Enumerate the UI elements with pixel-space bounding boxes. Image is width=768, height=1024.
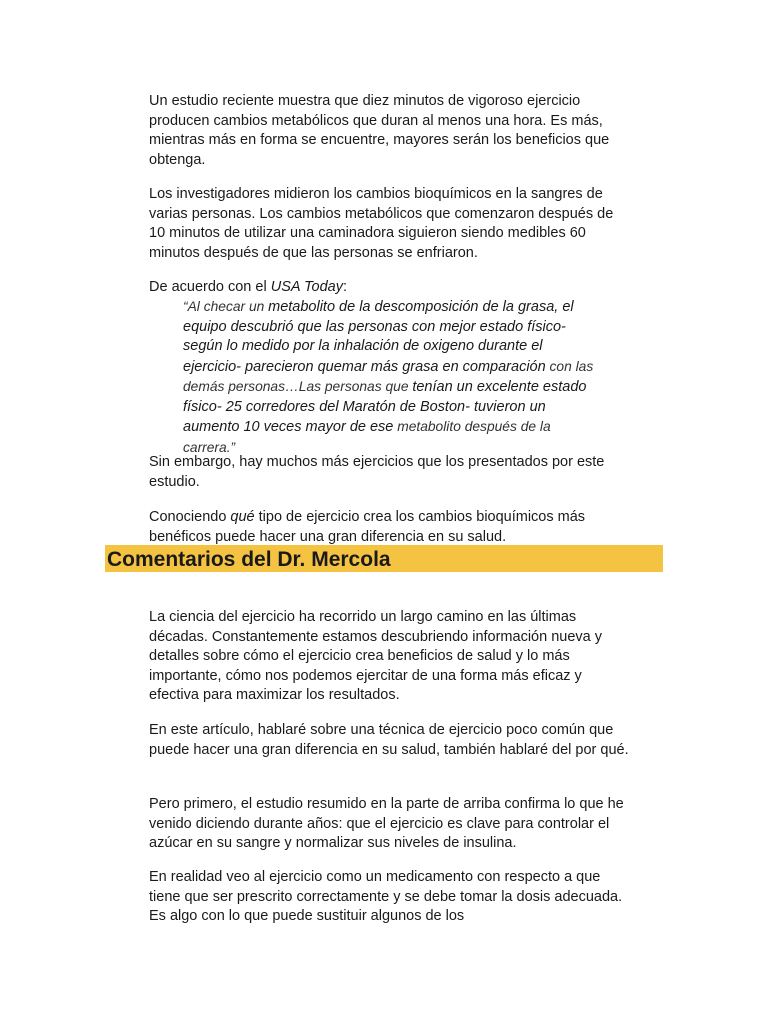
quote-part-5: metabolito después de la carrera.”: [183, 419, 551, 455]
paragraph-medicine: En realidad veo al ejercicio como un medicamento con respecto a que tiene que ser prescrito correctamente y se debe tomar la dosis adecuada. Es algo con lo que puede sustituir algunos de los: [149, 869, 623, 924]
block-quote: [183, 297, 603, 458]
section-heading: Comentarios del Dr. Mercola: [107, 548, 391, 571]
paragraph-article-topic: En este artículo, hablaré sobre una técnica de ejercicio poco común que puede hacer una gran diferencia en su salud, también hablaré del por qué.: [149, 722, 629, 758]
paragraph-study-confirms: Pero primero, el estudio resumido en la parte de arriba confirma lo que he venido diciendo durante años: que el ejercicio es clave para controlar el azúcar en su sangre y normalizar sus niveles de insulina.: [149, 796, 624, 851]
paragraph-intro: Un estudio reciente muestra que diez minutos de vigoroso ejercicio producen cambios metabólicos que duran al menos una hora. Es más, mientras más en forma se encuentre, mayores serán los beneficios que obtenga.: [149, 93, 610, 168]
quote-part-4: tenían un excelente estado físico- 25 corredores del Maratón de Boston- tuvieron un aumento 10 veces mayor de ese: [183, 379, 587, 435]
knowing-prefix: Conociendo: [149, 509, 231, 525]
paragraph-source-intro: [149, 278, 629, 298]
quote-part-1: “Al checar un: [183, 299, 269, 314]
paragraph-however: Sin embargo, hay muchos más ejercicios que los presentados por este estudio.: [149, 454, 605, 490]
quote-part-2: metabolito de la descomposición de la grasa, el equipo descubrió que las personas con mejor estado físico- según lo medido por la inhalación de oxigeno durante el ejercicio- parecieron quemar más grasa en comparación: [183, 299, 574, 375]
knowing-emphasis: qué: [230, 509, 255, 525]
source-colon: :: [343, 279, 348, 295]
paragraph-researchers: Los investigadores midieron los cambios bioquímicos en la sangres de varias personas. Los cambios metabólicos que comenzaron después de 10 minutos de utilizar una caminadora siguieron siendo medibles 60 minutos después de que las personas se enfriaron.: [149, 186, 614, 261]
source-name: USA Today: [270, 279, 343, 295]
section-heading-band: [105, 545, 663, 572]
knowing-suffix: tipo de ejercicio crea los cambios bioquímicos más benéficos puede hacer una gran diferencia en su salud.: [149, 509, 586, 545]
source-intro-text: De acuerdo con el: [149, 279, 271, 295]
quote-part-3: con las demás personas…Las personas que: [183, 358, 594, 394]
paragraph-science: La ciencia del ejercicio ha recorrido un largo camino en las últimas décadas. Constantemente estamos descubriendo información nueva y detalles sobre cómo el ejercicio crea beneficios de salud y lo más importante, cómo nos podemos ejercitar de una forma más eficaz y efectiva para maximizar los resultados.: [149, 609, 602, 703]
paragraph-knowing: [149, 508, 629, 547]
